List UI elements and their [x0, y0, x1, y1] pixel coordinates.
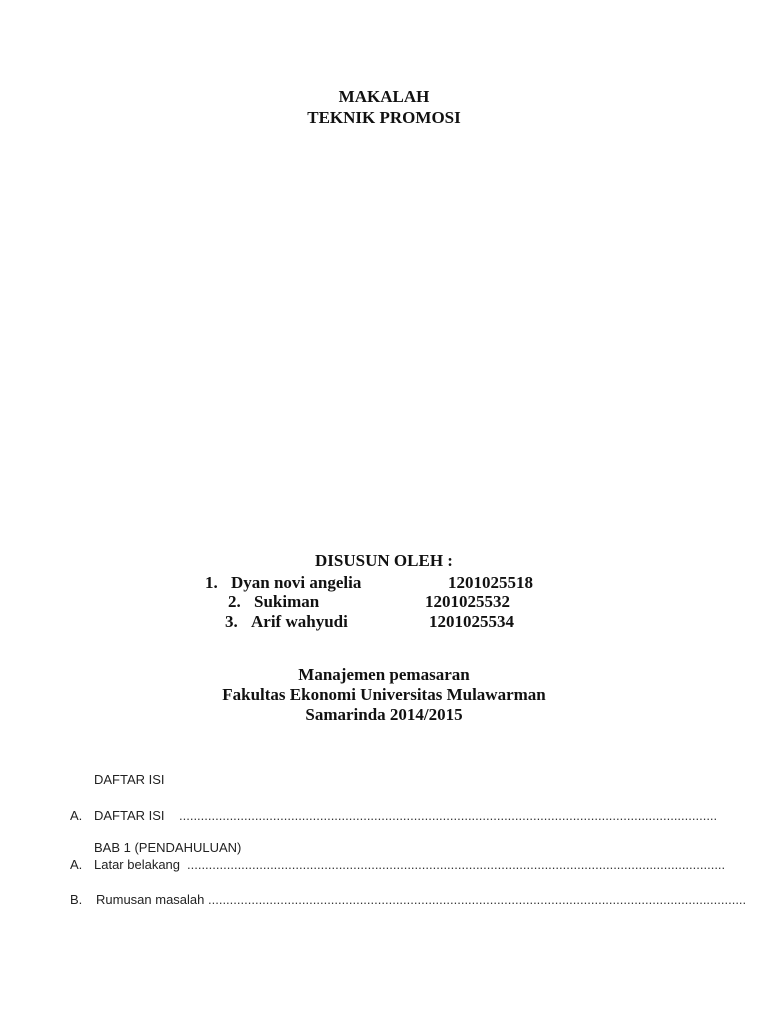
authored-by-heading: DISUSUN OLEH :	[315, 551, 453, 570]
toc-entry-marker: A.	[70, 857, 83, 872]
author-nim: 1201025532	[425, 592, 510, 611]
toc-heading: DAFTAR ISI	[94, 772, 165, 787]
toc-leader-dots: .....................................................................................................................................................	[208, 892, 747, 907]
author-name: Arif wahyudi	[251, 612, 348, 631]
document-subtitle: TEKNIK PROMOSI	[307, 108, 461, 127]
author-name: Sukiman	[254, 592, 320, 611]
author-number: 1.	[205, 573, 218, 592]
toc-chapter-heading: BAB 1 (PENDAHULUAN)	[94, 840, 242, 855]
toc-entry-label: DAFTAR ISI	[94, 808, 165, 823]
toc-entry-marker: A.	[70, 808, 83, 823]
author-number: 3.	[225, 612, 238, 631]
faculty-name: Fakultas Ekonomi Universitas Mulawarman	[222, 685, 546, 704]
toc-entry-label: Latar belakang	[94, 857, 181, 872]
author-nim: 1201025534	[429, 612, 514, 631]
author-name: Dyan novi angelia	[231, 573, 362, 592]
toc-leader-dots: .....................................................................................................................................................	[187, 857, 726, 872]
toc-leader-dots: .....................................................................................................................................................	[179, 808, 718, 823]
author-number: 2.	[228, 592, 241, 611]
program-name: Manajemen pemasaran	[298, 665, 470, 684]
toc-entry-marker: B.	[70, 892, 83, 907]
toc-entry-label: Rumusan masalah	[96, 892, 205, 907]
author-nim: 1201025518	[448, 573, 533, 592]
place-year: Samarinda 2014/2015	[305, 705, 463, 724]
document-title: MAKALAH	[338, 87, 430, 106]
